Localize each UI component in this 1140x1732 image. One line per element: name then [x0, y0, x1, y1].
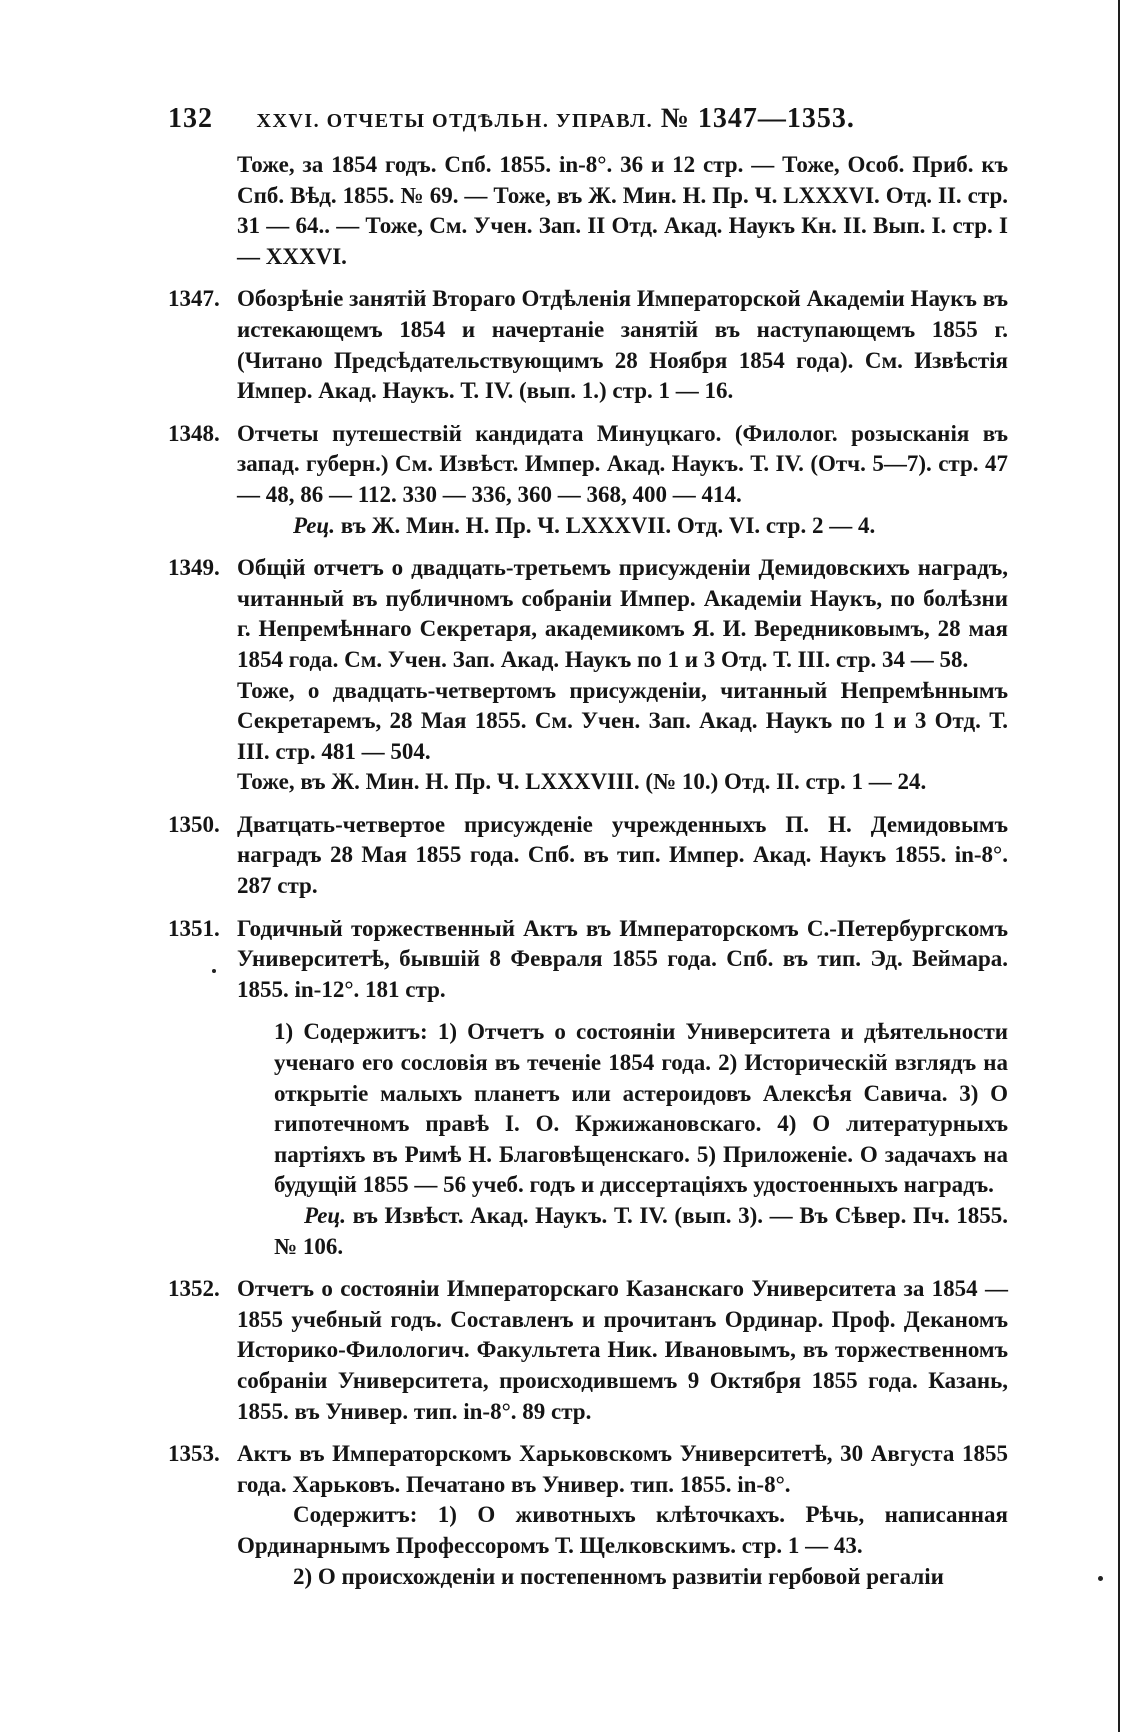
entry-number: 1348. [168, 420, 220, 446]
review-text: въ Ж. Мин. Н. Пр. Ч. LXXXVII. Отд. VI. стр. 2 — 4. [340, 512, 876, 538]
entry-number: 1350. [168, 811, 220, 837]
page-number: 132 [168, 103, 213, 134]
entry-text: Отчетъ о состояніи Императорскаго Казанскаго Университета за 1854 — 1855 учебный годъ. Составленъ и прочитанъ Ординар. Проф. Деканомъ Историко-Филологич. Факультета Ник. Ивановымъ, въ торжественномъ собраніи Университета, происходившемъ 9 Октября 1855 года. Казань, 1855. въ Универ. тип. in-8°. 89 стр. [237, 1276, 1008, 1424]
contents-note: Содержитъ: 1) О животныхъ клѣточкахъ. Рѣчь, написанная Ординарнымъ Профессоромъ Т. Щелковскимъ. стр. 1 — 43. [237, 1502, 1008, 1558]
entry-1353 [168, 1439, 1008, 1592]
entry-1352 [168, 1274, 1008, 1427]
entry-1349 [168, 553, 1008, 798]
entry-paragraph-3: Тоже, въ Ж. Мин. Н. Пр. Ч. LXXXVIII. (№ 10.) Отд. II. стр. 1 — 24. [237, 769, 927, 795]
ink-speck [1098, 1576, 1103, 1581]
entry-text: Общій отчетъ о двадцать-третьемъ присужденіи Демидовскихъ наградъ, читанный въ публичномъ собраніи Импер. Академіи Наукъ, по болѣзни г. Непремѣннаго Секретаря, академикомъ Я. И. Вередниковымъ, 28 мая 1854 года. См. Учен. Зап. Акад. Наукъ по 1 и 3 Отд. Т. III. стр. 34 — 58. [237, 555, 1008, 672]
review-label: Рец. [293, 512, 335, 538]
review-text: въ Извѣст. Акад. Наукъ. Т. IV. (вып. 3). — Въ Сѣвер. Пч. 1855. № 106. [274, 1203, 1009, 1259]
lead-text: Тоже, за 1854 годъ. Спб. 1855. in-8°. 36 и 12 стр. — Тоже, Особ. Приб. къ Спб. Вѣд. 1855. № 69. — Тоже, въ Ж. Мин. Н. Пр. Ч. LXXXVI. Отд. II. стр. 31 — 64.. — Тоже, См. Учен. Зап. II Отд. Акад. Наукъ Кн. II. Вып. I. стр. I — XXXVI. [237, 152, 1008, 269]
header-title: XXVI. ОТЧЕТЫ ОТДѢЛЬН. УПРАВЛ. [256, 110, 654, 132]
page-body [168, 150, 1008, 1592]
running-header [168, 103, 918, 135]
entry-number: 1349. [168, 555, 220, 581]
contents-note-2: 2) О происхожденіи и постепенномъ развитіи гербовой регаліи [293, 1563, 944, 1589]
entry-text: Отчеты путешествій кандидата Минуцкаго. (Филолог. розысканія въ запад. губерн.) См. Извѣст. Импер. Акад. Наукъ. Т. IV. (Отч. 5—7). стр. 47 — 48, 86 — 112. 330 — 336, 360 — 368, 400 — 414. [237, 420, 1008, 507]
entry-text: Дватцать-четвертое присужденіе учрежденныхъ П. Н. Демидовымъ наградъ 28 Мая 1855 года. Спб. въ тип. Импер. Акад. Наукъ 1855. in-8°. 287 стр. [237, 811, 1008, 899]
entry-1350 [168, 810, 1008, 902]
entry-text: Обозрѣніе занятій Втораго Отдѣленія Императорской Академіи Наукъ въ истекающемъ 1854 и начертаніе занятій въ наступающемъ 1855 г. (Читано Предсѣдательствующимъ 28 Ноября 1854 года). См. Извѣстія Импер. Акад. Наукъ. Т. IV. (вып. 1.) стр. 1 — 16. [237, 286, 1008, 404]
header-range: № 1347—1353. [660, 103, 855, 134]
contents-note: 1) Содержитъ: 1) Отчетъ о состояніи Университета и дѣятельности ученаго его сословія въ теченіе 1854 года. 2) Историческій взглядъ на открытіе малыхъ планетъ или астероидовъ Алексѣя Савича. 3) О гипотечномъ правѣ I. О. Кржижановскаго. 4) О литературныхъ партіяхъ въ Римѣ Н. Благовѣщенскаго. 5) Приложеніе. О задачахъ на будущій 1855 — 56 учеб. годъ и диссертаціяхъ удостоенныхъ наградъ. [274, 1019, 1008, 1198]
review-note [237, 511, 1008, 542]
entry-text: Годичный торжественный Актъ въ Императорскомъ С.-Петербургскомъ Университетѣ, бывшій 8 Февраля 1855 года. Спб. въ тип. Эд. Веймара. 1855. in-12°. 181 стр. [237, 915, 1008, 1002]
page-edge-rule [1118, 0, 1120, 1732]
review-note [237, 1201, 1008, 1262]
entry-number: 1347. [168, 286, 220, 312]
entry-number: 1353. [168, 1441, 220, 1467]
entry-text: Актъ въ Императорскомъ Харьковскомъ Университетѣ, 30 Августа 1855 года. Харьковъ. Печатано въ Универ. тип. 1855. in-8°. [237, 1441, 1008, 1497]
entry-paragraph-2: Тоже, о двадцать-четвертомъ присужденіи, читанный Непремѣннымъ Секретаремъ, 28 Мая 1855. См. Учен. Зап. Акад. Наукъ по 1 и 3 Отд. Т. III. стр. 481 — 504. [237, 677, 1008, 764]
entry-number: 1351. [168, 915, 220, 941]
lead-paragraph [168, 150, 1008, 272]
entry-1348 [168, 419, 1008, 541]
entry-1347 [168, 284, 1008, 406]
entry-1351 [168, 914, 1008, 1263]
review-label: Рец. [304, 1203, 346, 1228]
entry-number: 1352. [168, 1276, 220, 1302]
